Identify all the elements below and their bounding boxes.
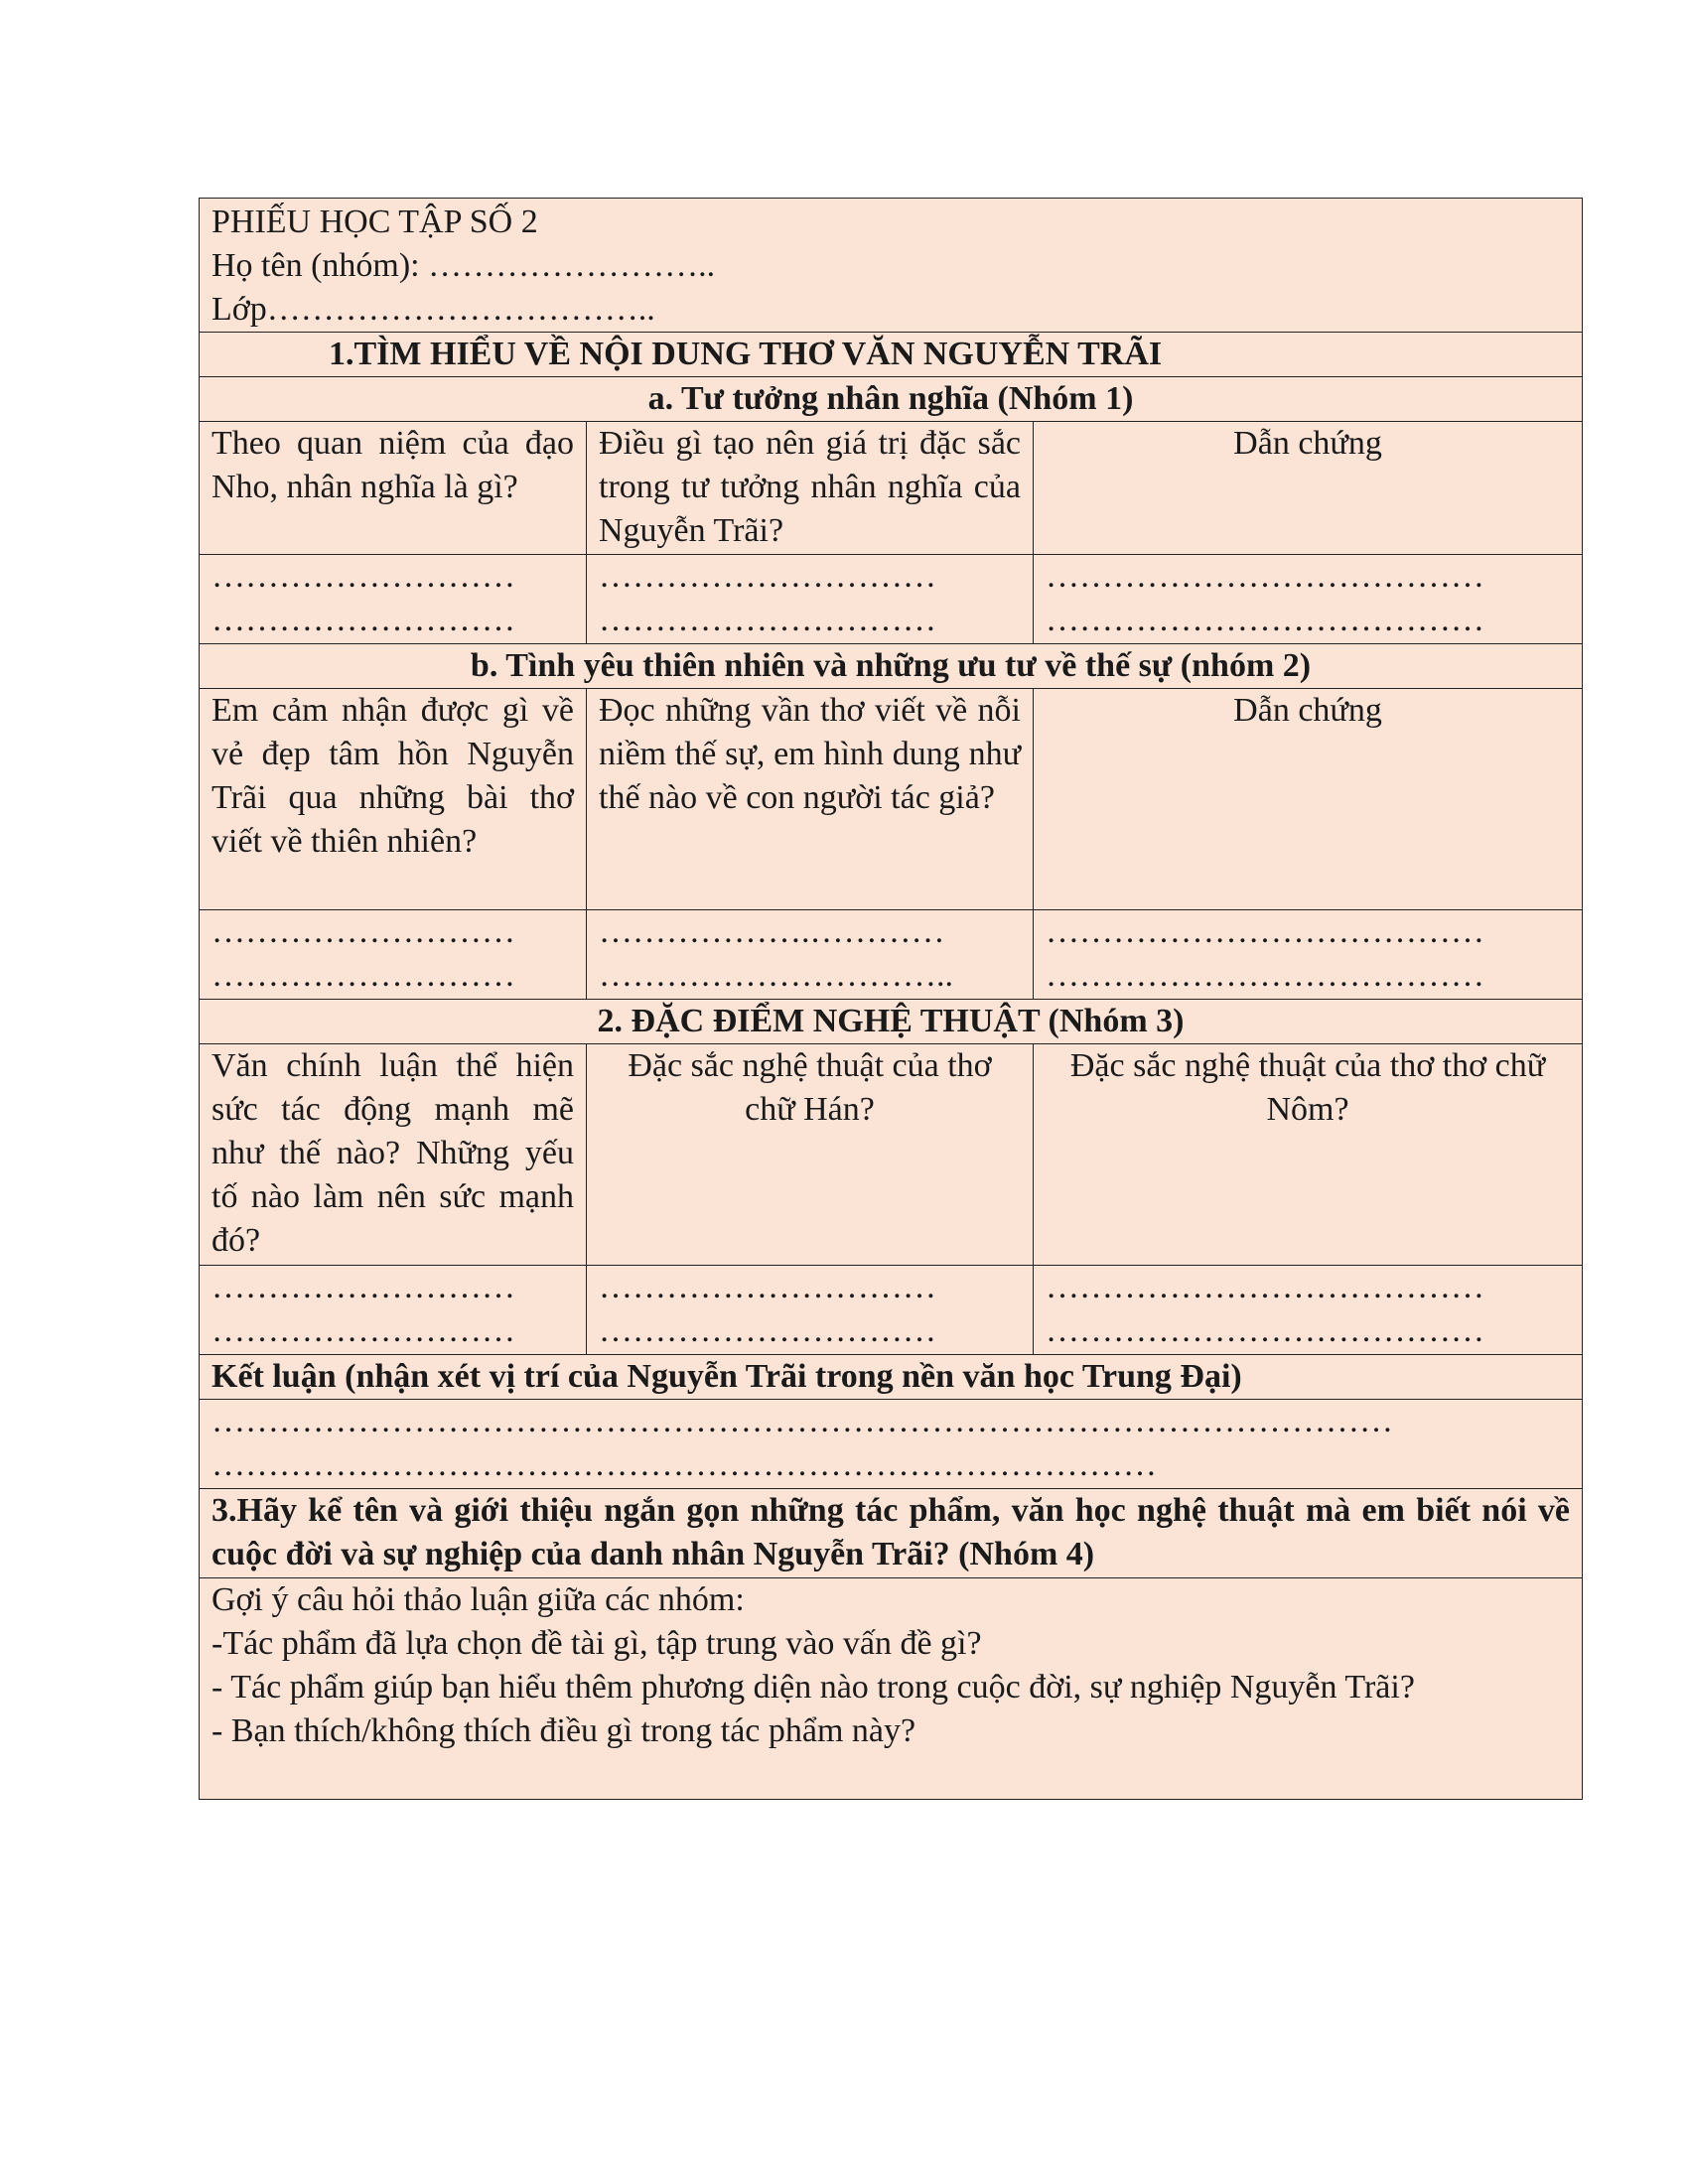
section2-answer-2[interactable] — [587, 1266, 1034, 1355]
answer-line: ………………………….. — [599, 957, 953, 994]
answer-line: ………………………………… — [1046, 602, 1484, 638]
part-a-answer-2[interactable] — [587, 555, 1034, 644]
hint-item: -Tác phẩm đã lựa chọn đề tài gì, tập trung vào vấn đề gì? — [211, 1625, 982, 1662]
hint-item: - Tác phẩm giúp bạn hiểu thêm phương diện nào trong cuộc đời, sự nghiệp Nguyễn Trãi? — [211, 1669, 1415, 1706]
section3-title: 3.Hãy kể tên và giới thiệu ngắn gọn những tác phẩm, văn học nghệ thuật mà em biết nói về cuộc đời và sự nghiệp của danh nhân Nguyễn Trãi? (Nhóm 4) — [200, 1489, 1583, 1578]
section2-answer-1[interactable] — [200, 1266, 587, 1355]
part-b-answer-3[interactable] — [1034, 910, 1583, 1000]
part-a-answer-1[interactable] — [200, 555, 587, 644]
part-a-answer-3[interactable] — [1034, 555, 1583, 644]
worksheet-table — [199, 198, 1583, 1800]
part-b-evidence-header: Dẫn chứng — [1034, 689, 1583, 910]
part-b-title-row — [200, 644, 1583, 689]
worksheet-title: PHIẾU HỌC TẬP SỐ 2 — [211, 204, 538, 240]
part-b-question-2: Đọc những vần thơ viết về nỗi niềm thế sự, em hình dung như thế nào về con người tác giả? — [587, 689, 1034, 910]
part-a-evidence-header: Dẫn chứng — [1034, 422, 1583, 555]
part-b-answer-1[interactable] — [200, 910, 587, 1000]
answer-line: ……………………… — [211, 1269, 515, 1305]
section2-question-3: Đặc sắc nghệ thuật của thơ thơ chữ Nôm? — [1034, 1044, 1583, 1266]
answer-line: ……………….………… — [599, 913, 945, 950]
part-a-title-row — [200, 377, 1583, 422]
name-field[interactable]: Họ tên (nhóm): …………………….. — [211, 247, 716, 284]
header-cell — [200, 199, 1583, 333]
part-b-answer-2[interactable] — [587, 910, 1034, 1000]
part-b-question-row — [200, 689, 1583, 910]
part-b-question-1: Em cảm nhận được gì về vẻ đẹp tâm hồn Nguyễn Trãi qua những bài thơ viết về thiên nhiên? — [200, 689, 587, 910]
answer-line: ………………………………… — [1046, 957, 1484, 994]
section2-title: 2. ĐẶC ĐIỂM NGHỆ THUẬT (Nhóm 3) — [200, 1000, 1583, 1044]
answer-line: ………………………………… — [1046, 1312, 1484, 1349]
answer-line: ………………………… — [599, 1269, 936, 1305]
section2-answer-3[interactable] — [1034, 1266, 1583, 1355]
part-a-answer-row — [200, 555, 1583, 644]
part-b-title: b. Tình yêu thiên nhiên và những ưu tư về thế sự (nhóm 2) — [200, 644, 1583, 689]
hint-item: - Bạn thích/không thích điều gì trong tác phẩm này? — [211, 1712, 916, 1749]
section2-title-row — [200, 1000, 1583, 1044]
part-a-title: a. Tư tưởng nhân nghĩa (Nhóm 1) — [200, 377, 1583, 422]
conclusion-answer[interactable] — [200, 1400, 1583, 1489]
hint-title: Gợi ý câu hỏi thảo luận giữa các nhóm: — [211, 1581, 745, 1618]
answer-line: …………………………………………………………………………………………… — [211, 1403, 1393, 1439]
answer-line: ………………………………………………………………………… — [211, 1446, 1157, 1483]
answer-line: ………………………… — [599, 1312, 936, 1349]
section2-answer-row — [200, 1266, 1583, 1355]
section1-title: 1.TÌM HIỂU VỀ NỘI DUNG THƠ VĂN NGUYỄN TRÃI — [200, 333, 1583, 377]
answer-line: ……………………… — [211, 602, 515, 638]
section2-question-1: Văn chính luận thể hiện sức tác động mạnh mẽ như thế nào? Những yếu tố nào làm nên sức mạnh đó? — [200, 1044, 587, 1266]
part-a-question-2: Điều gì tạo nên giá trị đặc sắc trong tư tưởng nhân nghĩa của Nguyễn Trãi? — [587, 422, 1034, 555]
header-row — [200, 199, 1583, 333]
conclusion-answer-row — [200, 1400, 1583, 1489]
section2-question-row — [200, 1044, 1583, 1266]
section2-question-2: Đặc sắc nghệ thuật của thơ chữ Hán? — [587, 1044, 1034, 1266]
answer-line: ……………………… — [211, 913, 515, 950]
answer-line: ………………………………… — [1046, 913, 1484, 950]
conclusion-title: Kết luận (nhận xét vị trí của Nguyễn Trãi trong nền văn học Trung Đại) — [200, 1355, 1583, 1400]
answer-line: ……………………… — [211, 1312, 515, 1349]
answer-line: ……………………… — [211, 558, 515, 595]
class-field[interactable]: Lớp…………………………….. — [211, 291, 655, 328]
answer-line: ………………………… — [599, 602, 936, 638]
part-a-question-row — [200, 422, 1583, 555]
answer-line: ………………………… — [599, 558, 936, 595]
answer-line: ………………………………… — [1046, 558, 1484, 595]
section1-title-row — [200, 333, 1583, 377]
answer-line: ………………………………… — [1046, 1269, 1484, 1305]
section3-hints — [200, 1578, 1583, 1800]
answer-line: ……………………… — [211, 957, 515, 994]
section3-title-row — [200, 1489, 1583, 1578]
part-a-question-1: Theo quan niệm của đạo Nho, nhân nghĩa là gì? — [200, 422, 587, 555]
section3-hint-row — [200, 1578, 1583, 1800]
part-b-answer-row — [200, 910, 1583, 1000]
conclusion-title-row — [200, 1355, 1583, 1400]
